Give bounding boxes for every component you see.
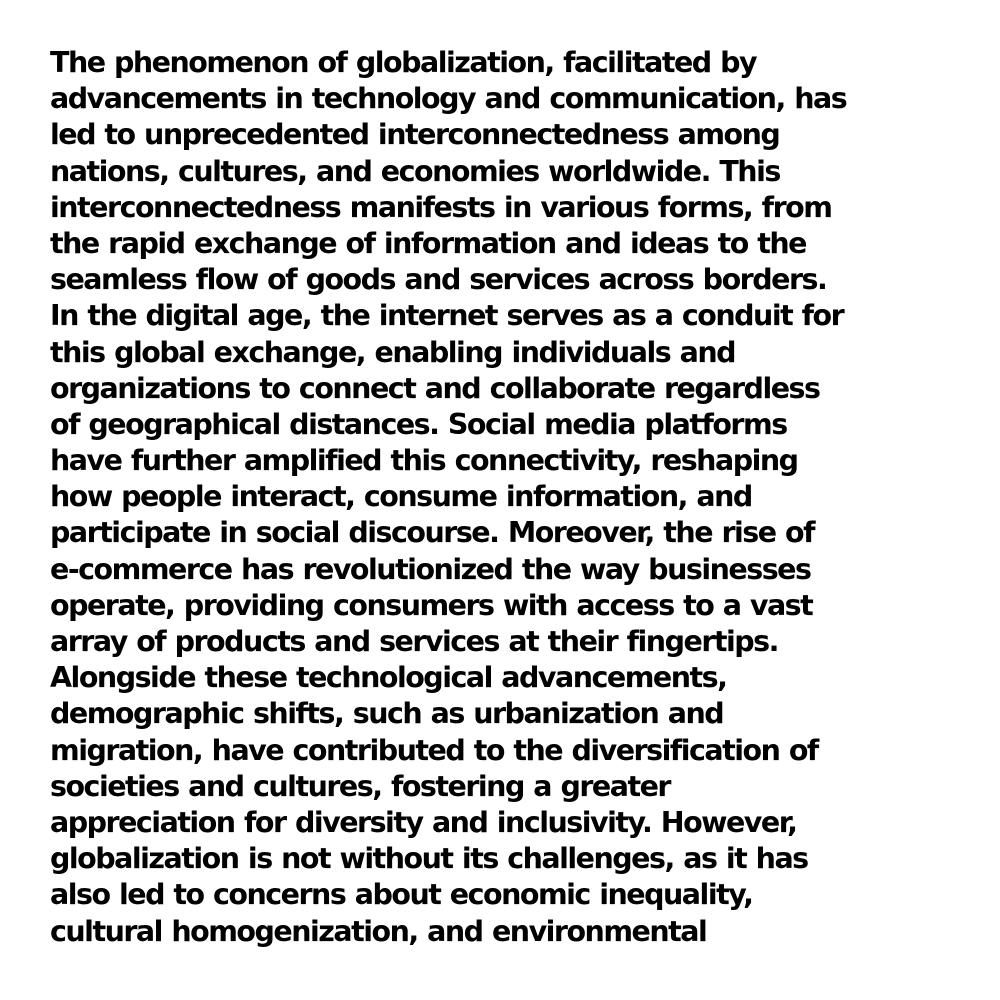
text-line: societies and cultures, fostering a greater bbox=[50, 769, 670, 803]
text-line: demographic shifts, such as urbanization and bbox=[50, 697, 724, 731]
text-line: seamless flow of goods and services across borders. bbox=[50, 263, 827, 297]
text-line: of geographical distances. Social media platforms bbox=[50, 407, 787, 441]
text-line: participate in social discourse. Moreover, the rise of bbox=[50, 516, 814, 550]
text-line: have further amplified this connectivity, reshaping bbox=[50, 444, 798, 478]
text-line: array of products and services at their fingertips. bbox=[50, 625, 778, 658]
text-line: appreciation for diversity and inclusivity. However, bbox=[50, 805, 797, 839]
text-line: interconnectedness manifests in various forms, from bbox=[50, 190, 832, 224]
text-line: also led to concerns about economic inequality, bbox=[50, 878, 753, 912]
body-paragraph bbox=[50, 45, 980, 950]
text-line: cultural homogenization, and environmental bbox=[50, 914, 707, 948]
text-line: operate, providing consumers with access to a vast bbox=[50, 588, 813, 622]
text-line: Alongside these technological advancements, bbox=[50, 661, 727, 695]
text-line: this global exchange, enabling individuals and bbox=[50, 335, 736, 369]
text-line: migration, have contributed to the diversification of bbox=[50, 733, 818, 767]
text-line: led to unprecedented interconnectedness among bbox=[50, 118, 780, 152]
text-line: advancements in technology and communication, has bbox=[50, 82, 847, 116]
text-line: how people interact, consume information, and bbox=[50, 480, 752, 514]
text-line: The phenomenon of globalization, facilitated by bbox=[50, 46, 757, 79]
text-line: globalization is not without its challenges, as it has bbox=[50, 842, 808, 876]
text-line: e-commerce has revolutionized the way businesses bbox=[50, 552, 811, 586]
text-line: the rapid exchange of information and ideas to the bbox=[50, 226, 806, 260]
text-line: nations, cultures, and economies worldwide. This bbox=[50, 154, 780, 188]
text-line: organizations to connect and collaborate regardless bbox=[50, 371, 820, 405]
text-line: In the digital age, the internet serves as a conduit for bbox=[50, 299, 844, 333]
